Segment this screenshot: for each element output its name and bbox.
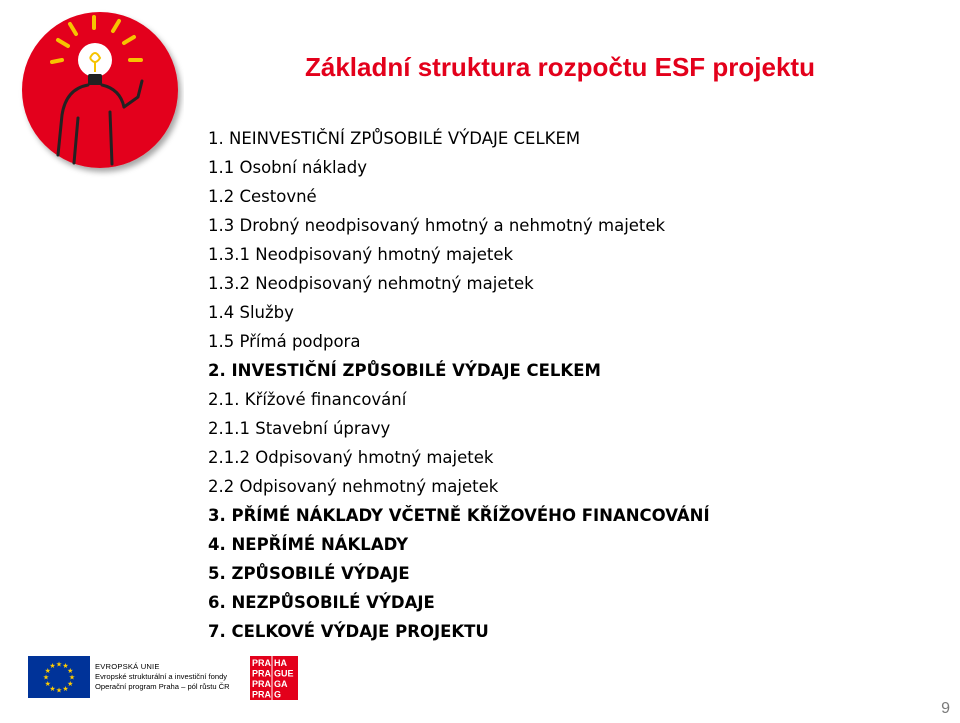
praha-logo-text: HA	[274, 658, 287, 668]
list-item: 2.1.1 Stavební úpravy	[208, 419, 391, 438]
list-item: 1.2 Cestovné	[208, 187, 317, 206]
eu-star-icon: ★	[44, 680, 51, 688]
eu-funding-text	[95, 662, 230, 692]
list-item: 2.1. Křížové financování	[208, 390, 407, 409]
lightbulb-logo-icon	[18, 8, 184, 182]
praha-logo-text: PRA	[252, 679, 272, 689]
list-item: 1.3.2 Neodpisovaný nehmotný majetek	[208, 274, 534, 293]
page-number: 9	[941, 700, 950, 717]
praha-logo-icon	[250, 656, 298, 700]
eu-star-icon: ★	[68, 673, 76, 682]
eu-star-icon: ★	[49, 662, 56, 671]
list-item: 7. CELKOVÉ VÝDAJE PROJEKTU	[208, 622, 489, 641]
eu-flag-icon	[28, 656, 90, 698]
eu-star-icon: ★	[49, 684, 56, 693]
praha-logo-text: G	[274, 689, 282, 700]
list-item: 1.5 Přímá podpora	[208, 332, 361, 351]
eu-star-icon: ★	[55, 660, 63, 669]
list-item: 2.2 Odpisovaný nehmotný majetek	[208, 477, 499, 496]
list-item: 1.3.1 Neodpisovaný hmotný majetek	[208, 245, 514, 264]
eu-line-1: EVROPSKÁ UNIE	[95, 662, 160, 671]
praha-logo-text: PRA	[252, 668, 272, 679]
list-item: 4. NEPŘÍMÉ NÁKLADY	[208, 535, 409, 554]
praha-logo-text: PRA	[252, 658, 272, 668]
eu-line-2: Evropské strukturální a investiční fondy	[95, 672, 228, 681]
list-item: 1. NEINVESTIČNÍ ZPŮSOBILÉ VÝDAJE CELKEM	[208, 129, 581, 148]
eu-star-icon: ★	[62, 684, 69, 693]
praha-logo-text: GA	[274, 679, 288, 689]
list-item: 3. PŘÍMÉ NÁKLADY VČETNĚ KŘÍŽOVÉHO FINANCOVÁNÍ	[208, 506, 710, 525]
eu-star-icon: ★	[42, 673, 50, 682]
eu-star-icon: ★	[67, 667, 74, 675]
eu-star-icon: ★	[44, 667, 51, 675]
list-item: 6. NEZPŮSOBILÉ VÝDAJE	[208, 593, 435, 612]
list-item: 1.3 Drobný neodpisovaný hmotný a nehmotný majetek	[208, 216, 666, 235]
eu-star-icon: ★	[67, 680, 74, 688]
page-title: Základní struktura rozpočtu ESF projektu	[305, 52, 815, 82]
list-item: 1.1 Osobní náklady	[208, 158, 367, 177]
eu-line-3: Operační program Praha – pól růstu ČR	[95, 682, 230, 691]
list-item: 5. ZPŮSOBILÉ VÝDAJE	[208, 564, 410, 583]
praha-logo-text: GUE	[274, 668, 294, 679]
list-item: 2. INVESTIČNÍ ZPŮSOBILÉ VÝDAJE CELKEM	[208, 361, 601, 380]
list-item: 2.1.2 Odpisovaný hmotný majetek	[208, 448, 494, 467]
budget-structure-list	[208, 124, 710, 646]
praha-logo-text: PRA	[252, 689, 272, 700]
eu-star-icon: ★	[55, 686, 63, 695]
eu-star-icon: ★	[62, 662, 69, 671]
list-item: 1.4 Služby	[208, 303, 294, 322]
